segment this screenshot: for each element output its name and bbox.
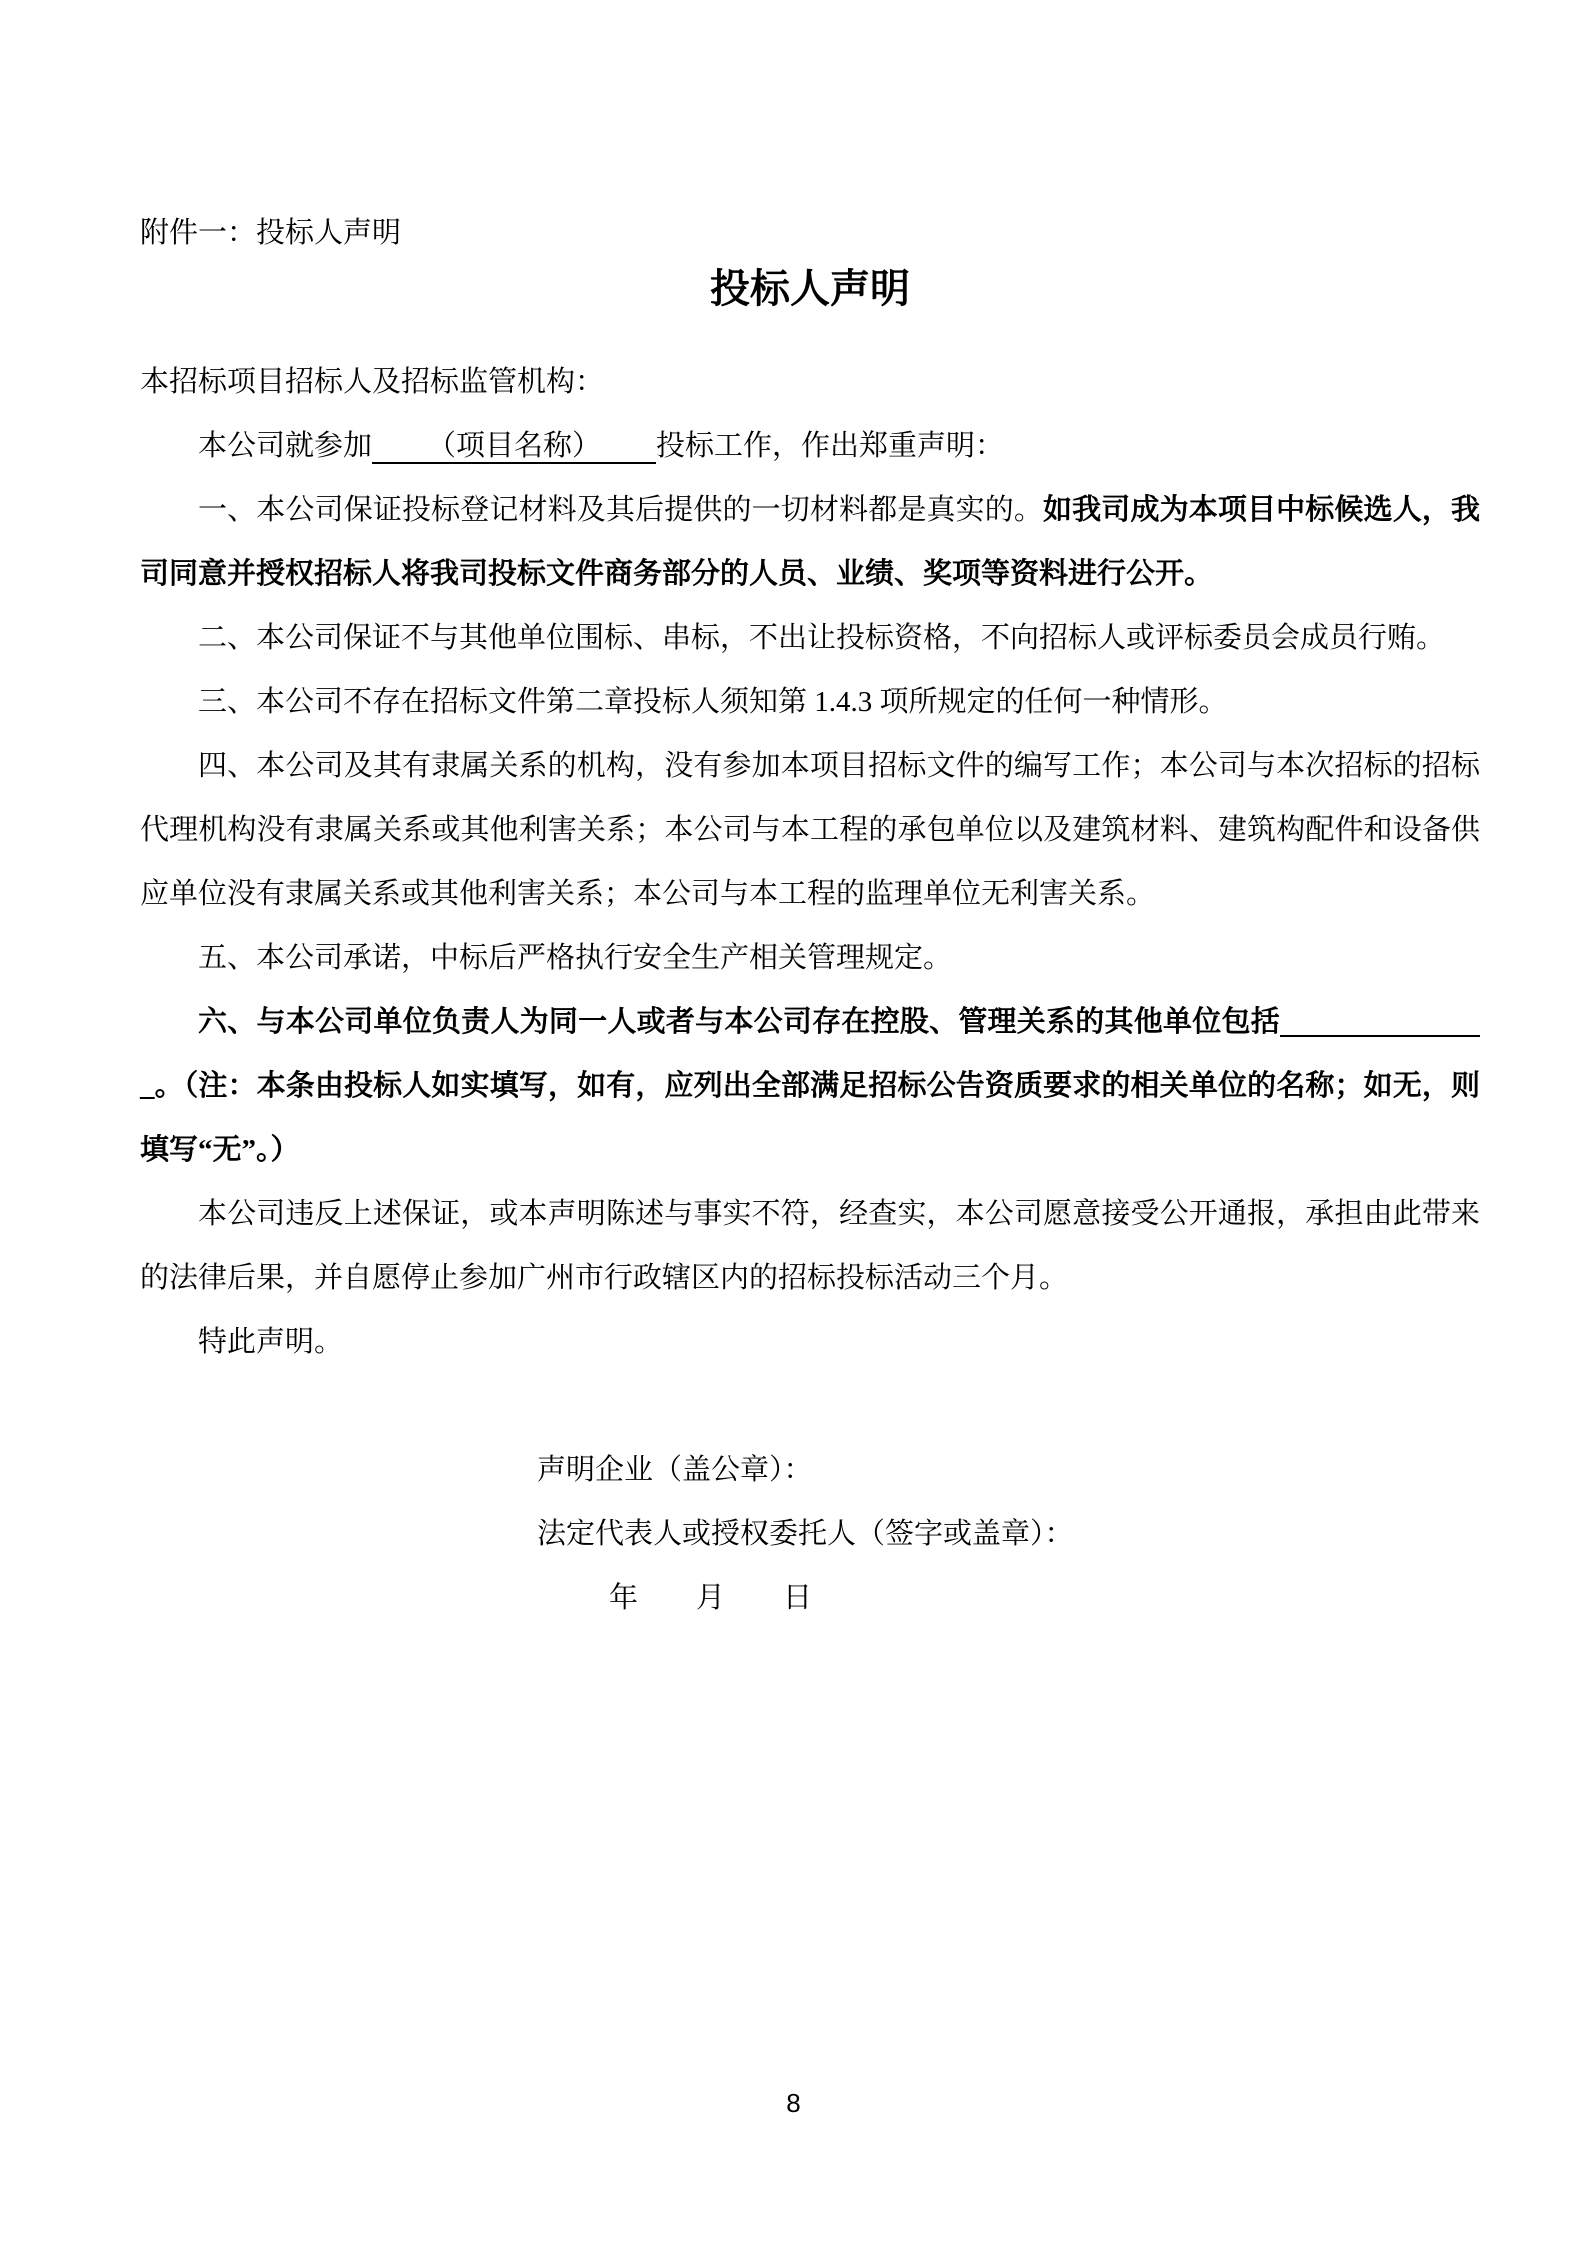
project-name-blank: （项目名称） xyxy=(372,430,656,464)
declaration-paragraph xyxy=(140,1310,1480,1374)
declaration-paragraph xyxy=(140,414,1480,478)
text-segment: _。（注：本条由投标人如实填写，如有，应列出全部满足招标公告资质要求的相关单位的名称；如无，则填写“无”。） xyxy=(140,1070,1480,1166)
text-segment: 投标工作，作出郑重声明： xyxy=(656,430,1005,462)
fill-in-blank xyxy=(1280,999,1480,1037)
text-segment: 一、本公司保证投标登记材料及其后提供的一切材料都是真实的。 xyxy=(198,494,1044,526)
text-segment: 本公司违反上述保证，或本声明陈述与事实不符，经查实，本公司愿意接受公开通报，承担由此带来的法律后果，并自愿停止参加广州市行政辖区内的招标投标活动三个月。 xyxy=(140,1198,1480,1294)
text-segment: 三、本公司不存在招标文件第二章投标人须知第 1.4.3 项所规定的任何一种情形。 xyxy=(198,686,1228,718)
declaration-paragraph xyxy=(140,350,1480,414)
text-segment: 本公司就参加 xyxy=(198,430,373,462)
page-title: 投标人声明 xyxy=(710,266,910,311)
signature-representative-line: 法定代表人或授权委托人（签字或盖章）： xyxy=(537,1518,1074,1550)
text-segment: 四、本公司及其有隶属关系的机构，没有参加本项目招标文件的编写工作；本公司与本次招标的招标代理机构没有隶属关系或其他利害关系；本公司与本工程的承包单位以及建筑材料、建筑构配件和设备供应单位没有隶属关系或其他利害关系；本公司与本工程的监理单位无利害关系。 xyxy=(140,750,1480,910)
signature-block xyxy=(537,1438,1480,1630)
text-segment: 如我司成为本项目中标候选人，我司同意并授权招标人将我司投标文件商务部分的人员、业绩、奖项等资料进行公开。 xyxy=(140,494,1480,590)
page-number: 8 xyxy=(786,2088,801,2118)
text-segment: 二、本公司保证不与其他单位围标、串标，不出让投标资格，不向招标人或评标委员会成员行贿。 xyxy=(198,622,1446,654)
text-segment: 五、本公司承诺，中标后严格执行安全生产相关管理规定。 xyxy=(198,942,953,974)
declaration-paragraph xyxy=(140,990,1480,1182)
attachment-label: 附件一：投标人声明 xyxy=(140,217,402,249)
signature-company-line: 声明企业（盖公章）： xyxy=(537,1454,813,1486)
declaration-paragraph xyxy=(140,1182,1480,1310)
declaration-paragraph xyxy=(140,926,1480,990)
declaration-paragraph xyxy=(140,478,1480,606)
declaration-paragraph xyxy=(140,606,1480,670)
text-segment: 特此声明。 xyxy=(198,1326,344,1358)
declaration-paragraph xyxy=(140,670,1480,734)
signature-date-line: 年 月 日 xyxy=(609,1582,813,1614)
declaration-paragraph xyxy=(140,734,1480,926)
paragraphs xyxy=(140,350,1480,1374)
text-segment: 六、与本公司单位负责人为同一人或者与本公司存在控股、管理关系的其他单位包括 xyxy=(198,1006,1280,1038)
text-segment: 本招标项目招标人及招标监管机构： xyxy=(140,366,605,398)
